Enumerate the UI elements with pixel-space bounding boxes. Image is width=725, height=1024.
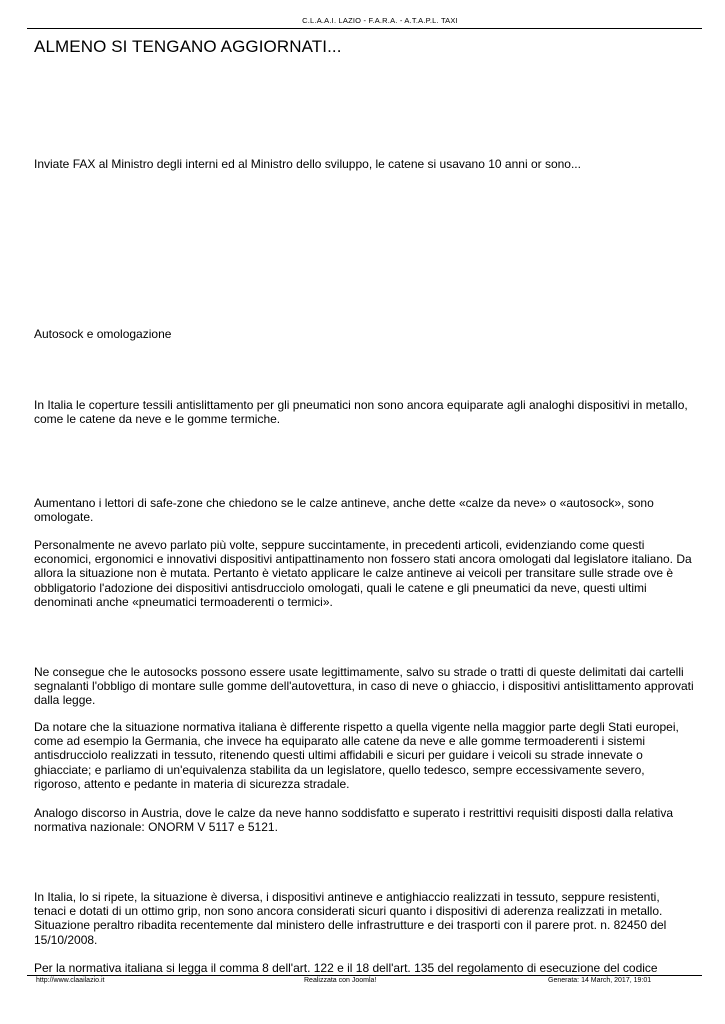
body-paragraph: Personalmente ne avevo parlato più volte, seppure succintamente, in precedenti articoli, evidenziando come questi economici, ergonomici e innovativi dispositivi antipattinamento non fossero stati ancora omologati dal legislatore italiano. Da allora la situazione non è mutata. Pertanto è vietato applicare le calze antineve ai veicoli per transitare sulle strade ove è obbligatorio l'adozione dei dispositivi antisdrucciolo omologati, quali le catene e gli pneumatici da neve, questi ultimi denominati anche «pneumatici termoaderenti o termici». [34,538,692,609]
body-paragraph: In Italia, lo si ripete, la situazione è diversa, i dispositivi antineve e antighiaccio realizzati in tessuto, seppure resistenti, tenaci e dotati di un ottimo grip, non sono ancora considerati sicuri quanto i dispositivi di aderenza realizzati in metallo. Situazione peraltro ribadita recentemente dal ministero delle infrastrutture e dei trasporti con il parere prot. n. 82450 del 15/10/2008. [34,890,667,947]
body-paragraph: Da notare che la situazione normativa italiana è differente rispetto a quella vigente nella maggior parte degli Stati europei, come ad esempio la Germania, che invece ha equiparato alle catene da neve e alle gomme termoaderenti i sistemi antisdrucciolo realizzati in tessuto, ritenendo questi ultimi affidabili e sicuri per guidare i veicoli su strade innevate o ghiacciate; e parliamo di un'equivalenza stabilita da un legislatore, quello tedesco, sempre eccessivamente severo, rigoroso, attento e pedante in materia di sicurezza stradale. [34,720,679,791]
footer-credit: Realizzata con Joomla! [304,977,377,984]
intro-paragraph: Inviate FAX al Ministro degli interni ed al Ministro dello sviluppo, le catene si usavano 10 anni or sono... [34,157,581,171]
footer-rule [27,975,702,976]
article-title: ALMENO SI TENGANO AGGIORNATI... [34,37,342,56]
body-paragraph: Aumentano i lettori di safe-zone che chiedono se le calze antineve, anche dette «calze da neve» o «autosock», sono omologate. [34,496,654,525]
body-paragraph: Analogo discorso in Austria, dove le calze da neve hanno soddisfatto e superato i restrittivi requisiti disposti dalla relativa normativa nazionale: ONORM V 5117 e 5121. [34,806,674,835]
body-paragraph: Per la normativa italiana si legga il comma 8 dell'art. 122 e il 18 dell'art. 135 del regolamento di esecuzione del codice [34,961,658,975]
footer-generated: Generata: 14 March, 2017, 19:01 [548,977,652,984]
body-paragraph: In Italia le coperture tessili antislittamento per gli pneumatici non sono ancora equiparate agli analoghi dispositivi in metallo, come le catene da neve e le gomme termiche. [34,398,688,427]
body-paragraph: Ne consegue che le autosocks possono essere usate legittimamente, salvo su strade o tratti di queste delimitati dai cartelli segnalanti l'obbligo di montare sulle gomme dell'autovettura, in caso di neve o ghiaccio, i dispositivi antislittamento approvati dalla legge. [34,665,694,708]
header-rule [27,28,702,29]
footer-url: http://www.claailazio.it [36,977,105,984]
page-header: C.L.A.A.I. LAZIO - F.A.R.A. - A.T.A.P.L. TAXI [302,16,458,25]
section-heading: Autosock e omologazione [34,327,172,341]
